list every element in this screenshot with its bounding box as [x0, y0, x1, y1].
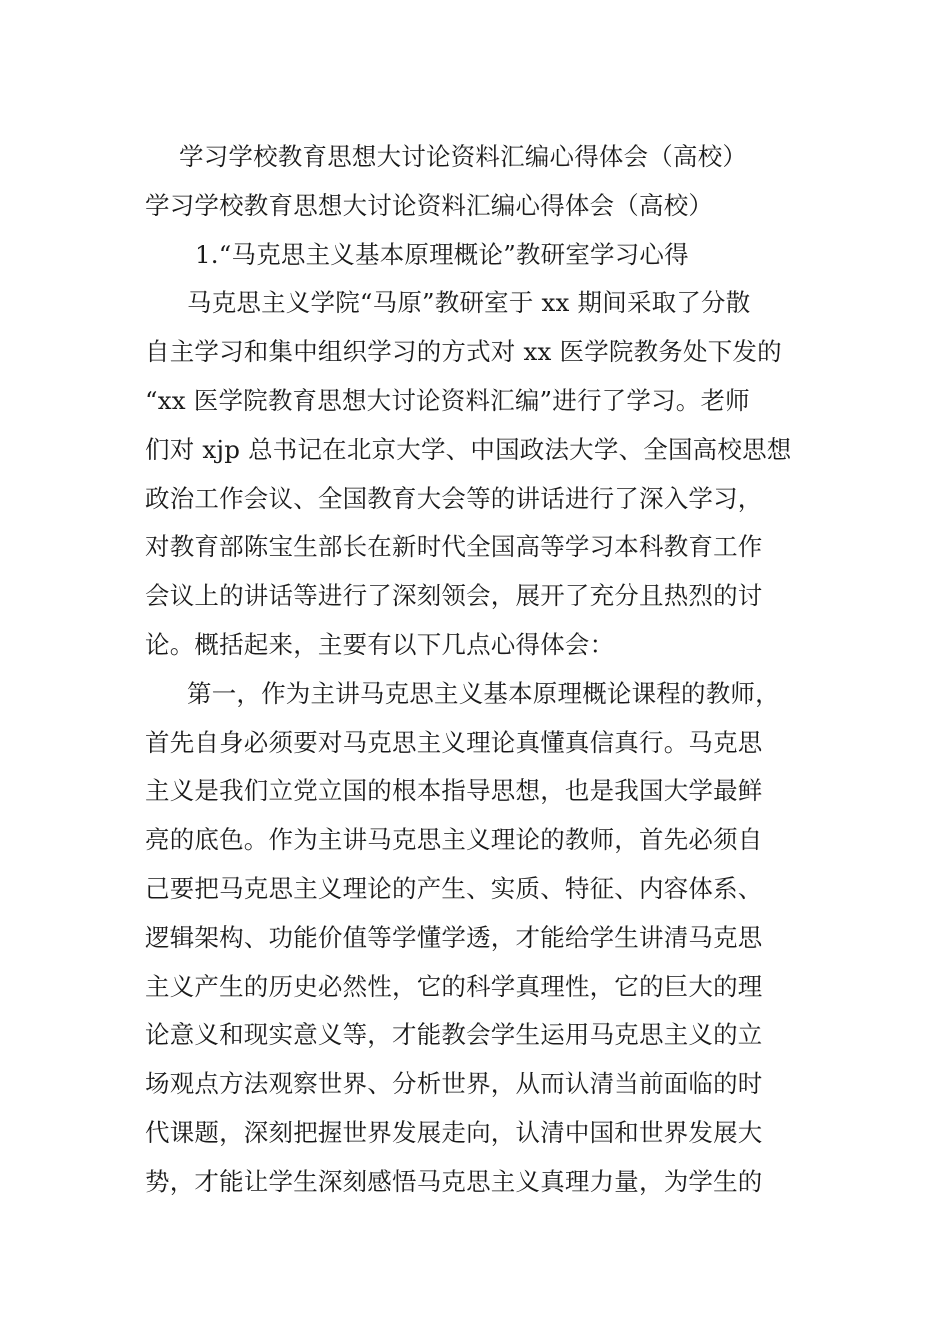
section-heading: 1.“马克思主义基本原理概论”教研室学习心得 [195, 239, 689, 269]
paragraph-1 [145, 279, 807, 669]
paragraph-line: 逻辑架构、功能价值等学懂学透，才能给学生讲清马克思 [145, 922, 763, 952]
paragraph-line: 势，才能让学生深刻感悟马克思主义真理力量，为学生的 [145, 1166, 763, 1196]
paragraph-line: 论意义和现实意义等，才能教会学生运用马克思主义的立 [145, 1020, 763, 1050]
paragraph-line: 对教育部陈宝生部长在新时代全国高等学习本科教育工作 [145, 532, 763, 562]
paragraph-line: 们对 xjp 总书记在北京大学、中国政法大学、全国高校思想 [145, 434, 792, 464]
paragraph-line: 场观点方法观察世界、分析世界，从而认清当前面临的时 [145, 1069, 763, 1099]
paragraph-line: “xx 医学院教育思想大讨论资料汇编”进行了学习。老师 [145, 385, 750, 415]
paragraph-line: 自主学习和集中组织学习的方式对 xx 医学院教务处下发的 [145, 337, 782, 367]
paragraph-line: 首先自身必须要对马克思主义理论真懂真信真行。马克思 [145, 727, 763, 757]
paragraph-line: 马克思主义学院“马原”教研室于 xx 期间采取了分散 [187, 288, 751, 318]
paragraph-2 [145, 670, 807, 1207]
paragraph-line: 己要把马克思主义理论的产生、实质、特征、内容体系、 [145, 873, 763, 903]
document-title: 学习学校教育思想大讨论资料汇编心得体会（高校） [179, 142, 748, 171]
paragraph-line: 论。概括起来，主要有以下几点心得体会： [145, 629, 615, 659]
paragraph-line: 主义是我们立党立国的根本指导思想，也是我国大学最鲜 [145, 776, 763, 806]
paragraph-line: 第一，作为主讲马克思主义基本原理概论课程的教师， [187, 678, 780, 708]
document-subtitle: 学习学校教育思想大讨论资料汇编心得体会（高校） [145, 190, 714, 220]
document-body [145, 133, 807, 1207]
paragraph-line: 会议上的讲话等进行了深刻领会，展开了充分且热烈的讨 [145, 581, 763, 611]
paragraph-line: 亮的底色。作为主讲马克思主义理论的教师，首先必须自 [145, 825, 763, 855]
paragraph-line: 代课题，深刻把握世界发展走向，认清中国和世界发展大 [145, 1117, 763, 1147]
paragraph-line: 政治工作会议、全国教育大会等的讲话进行了深入学习， [145, 483, 763, 513]
paragraph-line: 主义产生的历史必然性，它的科学真理性，它的巨大的理 [145, 971, 763, 1001]
